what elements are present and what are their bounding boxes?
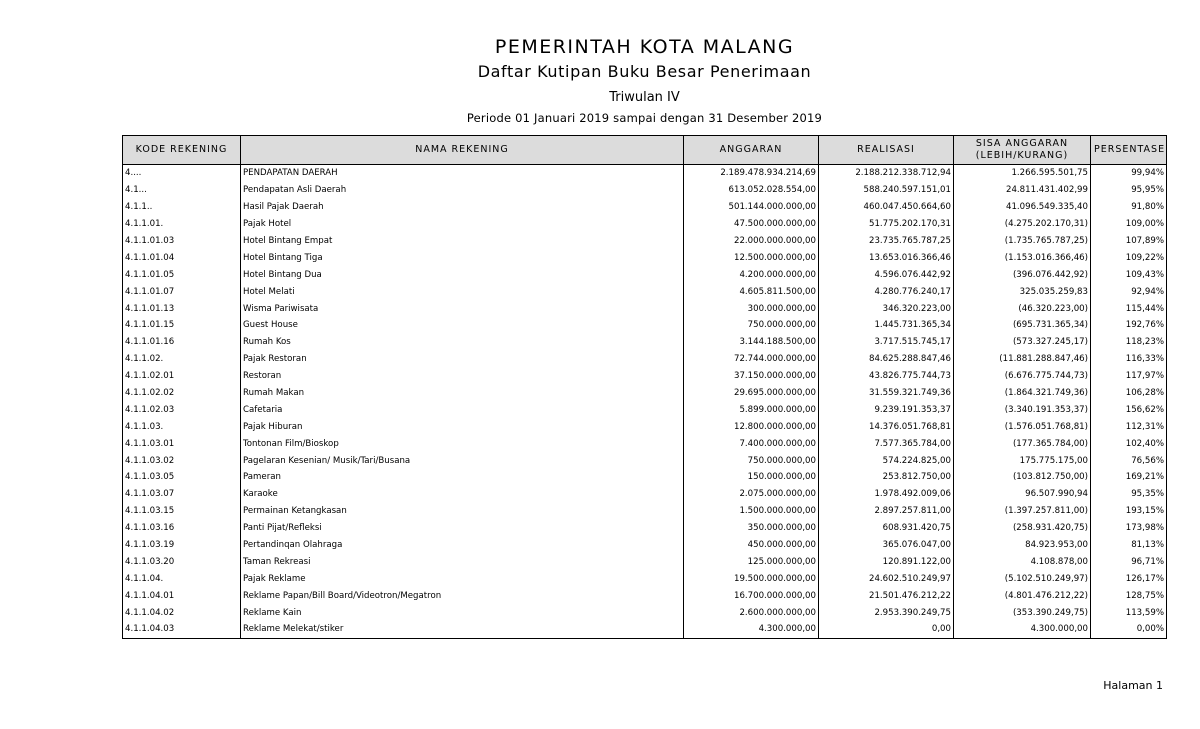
cell-anggaran: 300.000.000,00 [684,300,819,317]
cell-persentase: 113,59% [1091,604,1167,621]
cell-nama: Pajak Hotel [241,216,684,233]
cell-anggaran: 450.000.000,00 [684,537,819,554]
table-row [123,418,1167,435]
page-number: Halaman 1 [1103,679,1163,692]
cell-sisa: (1.397.257.811,00) [954,503,1091,520]
cell-kode: 4.1.1.03.05 [123,469,241,486]
report-subtitle: Daftar Kutipan Buku Besar Penerimaan [477,62,812,81]
cell-persentase: 91,80% [1091,199,1167,216]
cell-realisasi: 0,00 [819,621,954,638]
cell-realisasi: 84.625.288.847,46 [819,351,954,368]
table-row [123,165,1167,182]
cell-sisa: (5.102.510.249,97) [954,570,1091,587]
cell-sisa: (177.365.784,00) [954,435,1091,452]
table-row [123,537,1167,554]
cell-sisa: 4.300.000,00 [954,621,1091,638]
cell-nama: Permainan Ketangkasan [241,503,684,520]
table-row [123,435,1167,452]
cell-anggaran: 16.700.000.000,00 [684,587,819,604]
cell-persentase: 192,76% [1091,317,1167,334]
cell-sisa: (258.931.420,75) [954,520,1091,537]
cell-kode: 4.1.1.01.04 [123,249,241,266]
table-row [123,266,1167,283]
cell-anggaran: 750.000.000,00 [684,317,819,334]
cell-persentase: 116,33% [1091,351,1167,368]
cell-nama: Hotel Bintang Empat [241,233,684,250]
cell-realisasi: 346.320.223,00 [819,300,954,317]
cell-nama: Reklame Papan/Bill Board/Videotron/Megatron [241,587,684,604]
cell-persentase: 112,31% [1091,418,1167,435]
table-row [123,385,1167,402]
table-row [123,233,1167,250]
cell-sisa: 24.811.431.402,99 [954,182,1091,199]
cell-sisa: 1.266.595.501,75 [954,165,1091,182]
cell-realisasi: 2.953.390.249,75 [819,604,954,621]
cell-anggaran: 1.500.000.000,00 [684,503,819,520]
cell-nama: Karaoke [241,486,684,503]
cell-kode: 4.1.1.01.07 [123,283,241,300]
cell-realisasi: 1.445.731.365,34 [819,317,954,334]
cell-sisa: (11.881.288.847,46) [954,351,1091,368]
cell-anggaran: 4.300.000,00 [684,621,819,638]
cell-kode: 4.1.1.02.02 [123,385,241,402]
cell-sisa: 84.923.953,00 [954,537,1091,554]
cell-anggaran: 2.189.478.934.214,69 [684,165,819,182]
cell-sisa: (1.864.321.749,36) [954,385,1091,402]
cell-realisasi: 43.826.775.744,73 [819,368,954,385]
cell-sisa: (573.327.245,17) [954,334,1091,351]
cell-nama: Reklame Kain [241,604,684,621]
cell-sisa: (1.735.765.787,25) [954,233,1091,250]
cell-nama: Taman Rekreasi [241,553,684,570]
cell-sisa: 4.108.878,00 [954,553,1091,570]
cell-realisasi: 7.577.365.784,00 [819,435,954,452]
cell-kode: 4.1.1.04. [123,570,241,587]
cell-realisasi: 13.653.016.366,46 [819,249,954,266]
cell-anggaran: 4.605.811.500,00 [684,283,819,300]
table-row [123,587,1167,604]
cell-nama: Cafetaria [241,401,684,418]
cell-sisa: 325.035.259,83 [954,283,1091,300]
cell-anggaran: 37.150.000.000,00 [684,368,819,385]
cell-kode: 4.1.1.03.01 [123,435,241,452]
cell-anggaran: 750.000.000,00 [684,452,819,469]
cell-nama: Pendapatan Asli Daerah [241,182,684,199]
cell-anggaran: 22.000.000.000,00 [684,233,819,250]
cell-realisasi: 4.280.776.240,17 [819,283,954,300]
table-row [123,401,1167,418]
cell-kode: 4.1.1.03.16 [123,520,241,537]
cell-nama: Hasil Pajak Daerah [241,199,684,216]
cell-kode: 4.1.1.01.03 [123,233,241,250]
table-row [123,283,1167,300]
table-row [123,452,1167,469]
cell-nama: Reklame Melekat/stiker [241,621,684,638]
table-row [123,334,1167,351]
table-row [123,553,1167,570]
cell-kode: 4.1.1.. [123,199,241,216]
table-row [123,503,1167,520]
cell-realisasi: 9.239.191.353,37 [819,401,954,418]
cell-anggaran: 5.899.000.000,00 [684,401,819,418]
cell-sisa: 96.507.990,94 [954,486,1091,503]
cell-realisasi: 2.188.212.338.712,94 [819,165,954,182]
table-row [123,604,1167,621]
cell-anggaran: 613.052.028.554,00 [684,182,819,199]
cell-kode: 4.1.1.01.05 [123,266,241,283]
cell-anggaran: 4.200.000.000,00 [684,266,819,283]
table-row [123,249,1167,266]
cell-anggaran: 47.500.000.000,00 [684,216,819,233]
cell-anggaran: 3.144.188.500,00 [684,334,819,351]
cell-nama: Panti Pijat/Refleksi [241,520,684,537]
cell-persentase: 169,21% [1091,469,1167,486]
cell-nama: Pajak Restoran [241,351,684,368]
cell-kode: 4.1.1.03.02 [123,452,241,469]
cell-persentase: 156,62% [1091,401,1167,418]
table-row [123,621,1167,638]
cell-realisasi: 23.735.765.787,25 [819,233,954,250]
table-row [123,182,1167,199]
cell-kode: 4.1.1.03.19 [123,537,241,554]
cell-sisa: (6.676.775.744,73) [954,368,1091,385]
cell-anggaran: 7.400.000.000,00 [684,435,819,452]
cell-realisasi: 253.812.750,00 [819,469,954,486]
cell-anggaran: 501.144.000.000,00 [684,199,819,216]
cell-persentase: 193,15% [1091,503,1167,520]
table-row [123,300,1167,317]
cell-persentase: 126,17% [1091,570,1167,587]
cell-persentase: 95,95% [1091,182,1167,199]
cell-persentase: 117,97% [1091,368,1167,385]
cell-anggaran: 2.600.000.000,00 [684,604,819,621]
cell-nama: Pameran [241,469,684,486]
cell-anggaran: 19.500.000.000,00 [684,570,819,587]
cell-realisasi: 2.897.257.811,00 [819,503,954,520]
cell-kode: 4.1.1.02. [123,351,241,368]
cell-realisasi: 120.891.122,00 [819,553,954,570]
cell-nama: Hotel Bintang Tiga [241,249,684,266]
cell-realisasi: 24.602.510.249,97 [819,570,954,587]
cell-realisasi: 14.376.051.768,81 [819,418,954,435]
cell-anggaran: 72.744.000.000,00 [684,351,819,368]
cell-persentase: 95,35% [1091,486,1167,503]
cell-sisa: (4.275.202.170,31) [954,216,1091,233]
cell-sisa: 41.096.549.335,40 [954,199,1091,216]
cell-realisasi: 4.596.076.442,92 [819,266,954,283]
cell-persentase: 102,40% [1091,435,1167,452]
cell-realisasi: 3.717.515.745,17 [819,334,954,351]
table-row [123,351,1167,368]
cell-persentase: 92,94% [1091,283,1167,300]
cell-persentase: 81,13% [1091,537,1167,554]
cell-nama: Pajak Reklame [241,570,684,587]
cell-realisasi: 21.501.476.212,22 [819,587,954,604]
cell-anggaran: 150.000.000,00 [684,469,819,486]
cell-persentase: 106,28% [1091,385,1167,402]
cell-anggaran: 29.695.000.000,00 [684,385,819,402]
cell-realisasi: 365.076.047,00 [819,537,954,554]
cell-realisasi: 460.047.450.664,60 [819,199,954,216]
table-row [123,317,1167,334]
cell-persentase: 109,22% [1091,249,1167,266]
table-row [123,469,1167,486]
cell-anggaran: 12.800.000.000,00 [684,418,819,435]
cell-kode: 4.1.1.04.01 [123,587,241,604]
cell-persentase: 0,00% [1091,621,1167,638]
cell-kode: 4.1.1.04.03 [123,621,241,638]
cell-nama: Pagelaran Kesenian/ Musik/Tari/Busana [241,452,684,469]
cell-persentase: 107,89% [1091,233,1167,250]
cell-kode: 4.1.1.01. [123,216,241,233]
cell-anggaran: 2.075.000.000,00 [684,486,819,503]
cell-kode: 4.... [123,165,241,182]
col-header-persentase: PERSENTASE [1091,136,1167,165]
cell-kode: 4.1... [123,182,241,199]
cell-persentase: 128,75% [1091,587,1167,604]
cell-persentase: 115,44% [1091,300,1167,317]
cell-persentase: 99,94% [1091,165,1167,182]
cell-realisasi: 1.978.492.009,06 [819,486,954,503]
cell-kode: 4.1.1.04.02 [123,604,241,621]
cell-kode: 4.1.1.02.01 [123,368,241,385]
cell-nama: Rumah Makan [241,385,684,402]
cell-nama: Rumah Kos [241,334,684,351]
cell-kode: 4.1.1.03. [123,418,241,435]
cell-persentase: 118,23% [1091,334,1167,351]
cell-sisa: (103.812.750,00) [954,469,1091,486]
cell-nama: Wisma Pariwisata [241,300,684,317]
cell-anggaran: 125.000.000,00 [684,553,819,570]
report-quarter: Triwulan IV [609,90,680,105]
cell-realisasi: 51.775.202.170,31 [819,216,954,233]
table-row [123,486,1167,503]
ledger-table [122,135,1167,639]
table-row [123,199,1167,216]
table-body [123,165,1167,639]
cell-persentase: 109,43% [1091,266,1167,283]
table-header-row [123,136,1167,165]
cell-realisasi: 608.931.420,75 [819,520,954,537]
cell-nama: Hotel Bintang Dua [241,266,684,283]
cell-nama: Guest House [241,317,684,334]
cell-kode: 4.1.1.02.03 [123,401,241,418]
cell-anggaran: 12.500.000.000,00 [684,249,819,266]
table-row [123,216,1167,233]
cell-sisa: (3.340.191.353,37) [954,401,1091,418]
col-header-sisa: SISA ANGGARAN (LEBIH/KURANG) [954,136,1091,165]
cell-kode: 4.1.1.01.15 [123,317,241,334]
cell-nama: Pajak Hiburan [241,418,684,435]
cell-sisa: (1.576.051.768,81) [954,418,1091,435]
table-row [123,570,1167,587]
cell-sisa: 175.775.175,00 [954,452,1091,469]
cell-nama: Hotel Melati [241,283,684,300]
col-header-anggaran: ANGGARAN [684,136,819,165]
cell-sisa: (695.731.365,34) [954,317,1091,334]
report-period: Periode 01 Januari 2019 sampai dengan 31 Desember 2019 [466,111,823,125]
cell-kode: 4.1.1.03.07 [123,486,241,503]
cell-kode: 4.1.1.03.15 [123,503,241,520]
cell-nama: Pertandinqan Olahraga [241,537,684,554]
table-row [123,520,1167,537]
cell-kode: 4.1.1.01.13 [123,300,241,317]
cell-persentase: 76,56% [1091,452,1167,469]
cell-anggaran: 350.000.000,00 [684,520,819,537]
col-header-nama: NAMA REKENING [241,136,684,165]
cell-persentase: 96,71% [1091,553,1167,570]
cell-sisa: (1.153.016.366,46) [954,249,1091,266]
cell-nama: PENDAPATAN DAERAH [241,165,684,182]
table-row [123,368,1167,385]
report-title: PEMERINTAH KOTA MALANG [494,36,795,58]
cell-sisa: (4.801.476.212,22) [954,587,1091,604]
cell-realisasi: 574.224.825,00 [819,452,954,469]
cell-nama: Restoran [241,368,684,385]
cell-sisa: (396.076.442,92) [954,266,1091,283]
cell-realisasi: 588.240.597.151,01 [819,182,954,199]
cell-nama: Tontonan Film/Bioskop [241,435,684,452]
cell-sisa: (46.320.223,00) [954,300,1091,317]
cell-sisa: (353.390.249,75) [954,604,1091,621]
cell-kode: 4.1.1.01.16 [123,334,241,351]
cell-kode: 4.1.1.03.20 [123,553,241,570]
col-header-realisasi: REALISASI [819,136,954,165]
cell-realisasi: 31.559.321.749,36 [819,385,954,402]
cell-persentase: 173,98% [1091,520,1167,537]
col-header-kode: KODE REKENING [123,136,241,165]
cell-persentase: 109,00% [1091,216,1167,233]
